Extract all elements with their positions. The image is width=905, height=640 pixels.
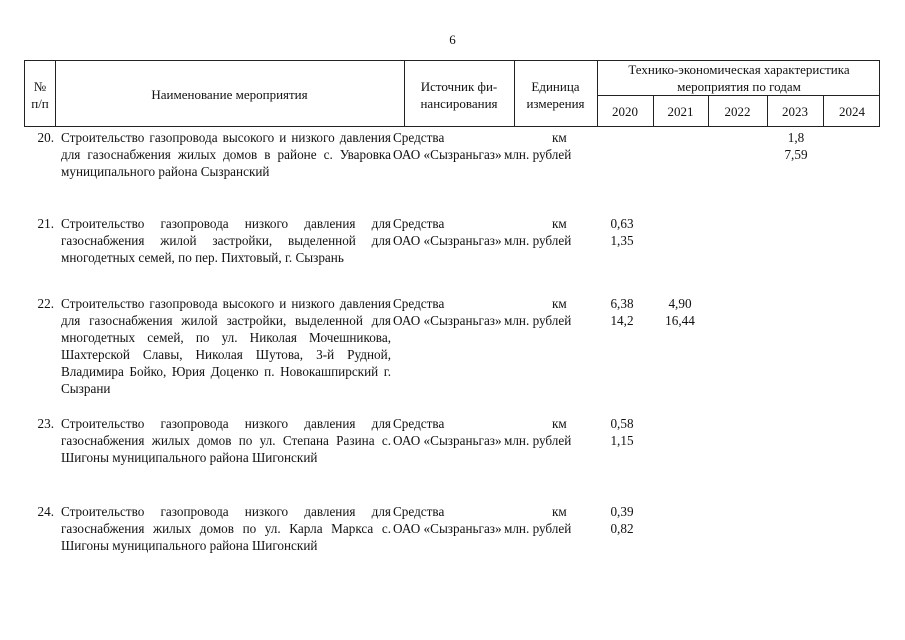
row-number: 24.	[37, 504, 54, 519]
row-name: Строительство газопровода высокого и низкого давления для газоснабжения жилой застройки, выделенной для многодетных семей, по ул. Николая Мочешникова, Шахтерской Славы, Николая Шутова, 3-й Рудной, Владимира Бойко, Юрия Доценко п. Новокашпирский г. Сызрани	[61, 296, 391, 396]
header-source: Источник фи- нансирования	[420, 78, 498, 111]
row-name: Строительство газопровода низкого давления для газоснабжения жилых домов по ул. Карла Маркса с. Шигоны муниципального района Шигонский	[61, 504, 391, 553]
row-value-2023: 1,8 7,59	[784, 130, 808, 162]
row-value-2020: 6,38 14,2	[610, 296, 634, 328]
header-year-2022: 2022	[724, 104, 751, 119]
header-year-2023: 2023	[782, 104, 808, 119]
row-source: Средства ОАО «Сызраньгаз»	[393, 416, 502, 448]
row-source: Средства ОАО «Сызраньгаз»	[393, 504, 502, 536]
row-value-2020: 0,58 1,15	[610, 416, 634, 448]
row-name: Строительство газопровода высокого и низкого давления для газоснабжения жилых домов в районе с. Уваровка муниципального района Сызранский	[61, 130, 391, 179]
row-value-2020: 0,63 1,35	[610, 216, 634, 248]
table-header	[24, 60, 880, 127]
row-unit: км млн. рублей	[504, 216, 572, 248]
row-number: 21.	[37, 216, 54, 231]
row-unit: км млн. рублей	[504, 416, 572, 448]
header-year-2021: 2021	[667, 104, 694, 119]
row-unit: км млн. рублей	[504, 296, 572, 328]
header-year-2020: 2020	[612, 104, 638, 119]
row-number: 23.	[37, 416, 54, 431]
header-characteristic: Технико-экономическая характеристика мероприятия по годам	[628, 62, 850, 94]
row-source: Средства ОАО «Сызраньгаз»	[393, 130, 502, 162]
header-unit: Единица измерения	[526, 78, 585, 111]
row-name: Строительство газопровода низкого давления для газоснабжения жилых домов по ул. Степана Разина с. Шигоны муниципального района Шигонский	[61, 416, 391, 465]
row-value-2020: 0,39 0,82	[610, 504, 634, 536]
row-unit: км млн. рублей	[504, 130, 572, 162]
row-unit: км млн. рублей	[504, 504, 572, 536]
row-source: Средства ОАО «Сызраньгаз»	[393, 216, 502, 248]
row-source: Средства ОАО «Сызраньгаз»	[393, 296, 502, 328]
row-value-2021: 4,90 16,44	[665, 296, 695, 328]
header-num: № п/п	[31, 78, 49, 111]
header-name: Наименование мероприятия	[151, 87, 308, 102]
page-number: 6	[449, 32, 456, 47]
row-number: 20.	[37, 130, 54, 145]
header-year-2024: 2024	[839, 104, 865, 119]
row-name: Строительство газопровода низкого давления для газоснабжения жилой застройки, выделенной для многодетных семей, по пер. Пихтовый, г. Сызрань	[61, 216, 391, 265]
row-number: 22.	[37, 296, 54, 311]
